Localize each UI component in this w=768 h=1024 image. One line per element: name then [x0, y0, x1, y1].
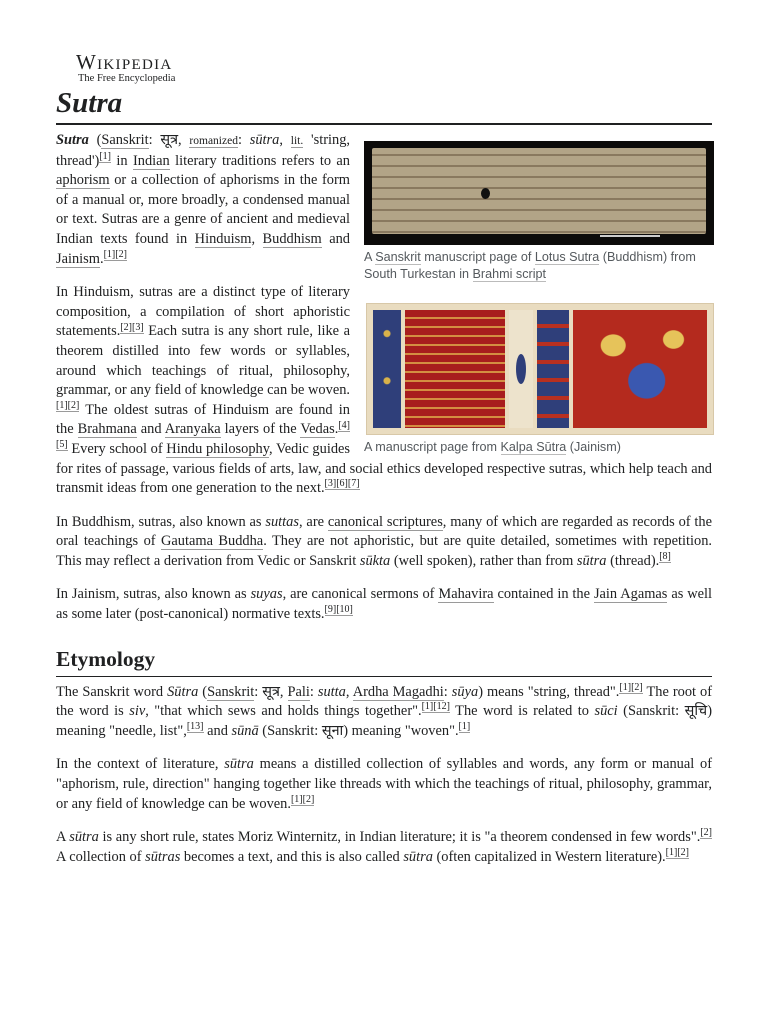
- text: In Buddhism, sutras, also known as: [56, 513, 266, 530]
- link-canonical-scriptures[interactable]: canonical scriptures: [327, 513, 443, 530]
- citation-link[interactable]: [1]: [421, 701, 434, 713]
- center-panel: [509, 310, 533, 428]
- link-gautama-buddha[interactable]: Gautama Buddha: [161, 533, 264, 550]
- citation-link[interactable]: [1]: [99, 150, 112, 162]
- text: contained in the: [493, 586, 594, 603]
- term-sutra: Sutra: [56, 132, 89, 148]
- citation-link[interactable]: [10]: [336, 604, 353, 616]
- term-sutras: sūtras: [145, 848, 181, 865]
- lotus-sutra-manuscript-image[interactable]: [364, 141, 714, 245]
- text: (Sanskrit: सूचि) meaning "needle, list",: [56, 703, 712, 739]
- link-hinduism[interactable]: Hinduism: [194, 230, 252, 247]
- logo-tagline: The Free Encyclopedia: [78, 73, 176, 84]
- text: , Vedic guides for rites of passage, various fields of arts, law, and social ethics developed respective sutras, which help teach and transmit ideas from one generation to the next.: [56, 440, 712, 497]
- citation-link[interactable]: [3]: [132, 321, 144, 333]
- citation-link[interactable]: [6]: [336, 478, 348, 490]
- text: Each sutra is any short rule, like a theorem distilled into few words or syllables, around which teachings of ritual, philosophy, grammar, or any field of knowledge can be woven.: [56, 323, 350, 399]
- citation-link[interactable]: [1]: [619, 681, 632, 693]
- term-sutra: Sūtra: [167, 683, 199, 700]
- painting-panel: [573, 310, 707, 428]
- citation-link[interactable]: [1]: [56, 399, 68, 411]
- text: The Sanskrit word: [56, 683, 168, 700]
- citation-link[interactable]: [2]: [302, 793, 315, 805]
- text: ,: [345, 683, 353, 700]
- citation-link[interactable]: [2]: [700, 827, 712, 839]
- text: , many of which are regarded as records of the oral teachings of: [56, 513, 712, 550]
- term-siv: siv: [129, 703, 146, 720]
- link-hindu-philosophy[interactable]: Hindu philosophy: [166, 440, 269, 457]
- term-sukta: sūkta: [359, 552, 391, 569]
- link-romanized[interactable]: romanized: [189, 135, 238, 147]
- text: or a collection of aphorisms in the form of a manual or, more broadly, a condensed manual or text. Sutras are a genre of ancient and medieval Indian texts found in: [56, 172, 350, 247]
- citation-link[interactable]: [12]: [433, 701, 450, 713]
- text: , are: [298, 513, 328, 530]
- figure-lotus-sutra: [362, 131, 712, 456]
- term-suna: sūnā: [231, 722, 259, 739]
- center-ornament: [516, 354, 526, 384]
- term-sutta: sutta: [317, 683, 346, 700]
- text: and: [203, 722, 232, 739]
- text: Every school of: [67, 440, 167, 457]
- intro-paragraph: Sutra (Sanskrit: सूत्र, romanized: sūtra, lit. 'string, thread')[1] in Indian literary traditions refers to an aphorism or a collection of aphorisms in the form of a manual or, more broadly, a condensed manual or text. Sutras are a genre of ancient and medieval Indian texts found in Hinduism, Buddhism and Jainism.[1][2]: [56, 132, 350, 267]
- link-kalpa-sutra[interactable]: Kalpa Sūtra: [500, 440, 567, 454]
- text: The word is related to: [449, 703, 595, 720]
- manuscript-binding-hole: [481, 188, 490, 199]
- caption-text: A manuscript page from: [364, 440, 501, 454]
- link-jain-agamas[interactable]: Jain Agamas: [593, 586, 668, 603]
- citation-link[interactable]: [2]: [67, 399, 80, 411]
- link-sanskrit[interactable]: Sanskrit: [375, 250, 421, 264]
- etymology-paragraph-1: [56, 683, 712, 742]
- border-panel-mid: [537, 310, 569, 428]
- link-buddhism[interactable]: Buddhism: [262, 230, 322, 247]
- romanized-text: sūtra: [249, 132, 280, 148]
- text: In the context of literature,: [56, 756, 225, 773]
- text: and: [136, 421, 165, 438]
- manuscript-leaf: [372, 148, 706, 234]
- text-panel: [405, 310, 505, 428]
- etymology-section: [56, 683, 712, 868]
- text: and: [321, 230, 350, 247]
- literal-text: 'string, thread'): [56, 132, 350, 169]
- term-sutra: sūtra: [403, 848, 433, 865]
- figure-caption-1: [364, 249, 712, 283]
- text: A collection of: [56, 848, 146, 865]
- border-panel-left: [373, 310, 401, 428]
- buddhism-paragraph: [56, 513, 712, 572]
- text: literary traditions refers to an: [169, 152, 350, 169]
- citation-link[interactable]: [1]: [103, 248, 116, 260]
- citation-link[interactable]: [2]: [115, 248, 127, 260]
- section-heading-etymology: Etymology: [56, 645, 712, 677]
- hinduism-paragraph: In Hinduism, sutras are a distinct type of literary composition, a compilation of short aphoristic statements.[2][3] Each sutra is any short rule, like a theorem distilled into few words or syllables, around which teachings of ritual, philosophy, grammar, or any field of knowledge can be woven.[1][2] The oldest sutras of Hinduism are found in the Brahmana and Aranyaka layers of the Vedas.[4][5] Every school of Hindu philosophy, Vedic guides for rites of passage, various fields of arts, law, and social ethics developed respective sutras, which help teach and transmit ideas from one generation to the next.[3][6][7]: [56, 284, 712, 497]
- text: ) means "string, thread".: [478, 683, 620, 700]
- link-lit[interactable]: lit.: [290, 135, 304, 147]
- text: (Sanskrit: सूना) meaning "woven".: [258, 722, 459, 739]
- term-sutra: sūtra: [69, 829, 99, 846]
- link-aranyaka[interactable]: Aranyaka: [164, 421, 221, 438]
- text: (: [198, 683, 208, 700]
- etymology-paragraph-3: [56, 828, 712, 867]
- text: , are canonical sermons of: [282, 586, 439, 603]
- link-lotus-sutra[interactable]: Lotus Sutra: [534, 250, 600, 264]
- link-ardha-magadhi[interactable]: Ardha Magadhi: [352, 683, 444, 700]
- citation-link[interactable]: [8]: [659, 551, 671, 563]
- text: (often capitalized in Western literature).: [432, 848, 666, 865]
- citation-link[interactable]: [13]: [186, 721, 204, 733]
- scale-bar: [600, 235, 660, 237]
- text: :: [309, 683, 318, 700]
- logo-wordmark: Wikipedia: [76, 50, 173, 74]
- link-mahavira[interactable]: Mahavira: [438, 586, 494, 603]
- text: as well as some later (post-canonical) normative texts.: [56, 586, 713, 623]
- term-sutra: sūtra: [576, 552, 607, 569]
- text: In Jainism, sutras, also known as: [56, 586, 251, 603]
- link-jainism[interactable]: Jainism: [56, 250, 100, 267]
- citation-link[interactable]: [9]: [324, 604, 337, 616]
- text: . They are not aphoristic, but are quite detailed, sometimes with repetition. This may reflect a derivation from Vedic or Sanskrit: [56, 533, 712, 569]
- term-suya: sūya: [451, 683, 479, 700]
- page-title: Sutra: [56, 87, 123, 119]
- devanagari-text: सूत्र: [160, 132, 179, 148]
- text: A: [56, 829, 70, 846]
- citation-link[interactable]: [7]: [347, 478, 360, 490]
- etymology-paragraph-2: [56, 755, 712, 814]
- text: (well spoken), rather than from: [390, 552, 577, 569]
- link-brahmi-script[interactable]: Brahmi script: [472, 267, 546, 281]
- citation-link[interactable]: [2]: [631, 681, 643, 693]
- term-suyas: suyas: [250, 586, 283, 603]
- text: :: [443, 683, 452, 700]
- text: The root of the word is: [56, 683, 713, 720]
- text: layers of the: [220, 421, 301, 438]
- link-brahmana[interactable]: Brahmana: [77, 421, 137, 438]
- text: In Hinduism, sutras are a distinct type of literary composition, a compilation of short aphoristic statements.: [56, 284, 350, 340]
- caption-text: (Jainism): [566, 440, 621, 454]
- citation-link[interactable]: [1]: [458, 721, 471, 733]
- citation-link[interactable]: [2]: [120, 321, 133, 333]
- text: is any short rule, states Moriz Winternitz, in Indian literature; it is "a theorem condensed in few words".: [98, 829, 701, 846]
- link-sanskrit[interactable]: Sanskrit: [207, 683, 255, 700]
- link-sanskrit[interactable]: Sanskrit: [101, 132, 149, 148]
- caption-text: manuscript page of: [420, 250, 535, 264]
- figure-caption-2: [364, 439, 712, 456]
- text: means a distilled collection of syllables and words, any form or manual of "aphorism, rule, direction" hanging together like threads with which the teachings of ritual, philosophy, grammar, or any field of knowledge can be woven.: [56, 756, 713, 812]
- wikipedia-logo[interactable]: [76, 51, 216, 85]
- jainism-paragraph: [56, 585, 712, 624]
- link-indian[interactable]: Indian: [132, 152, 170, 169]
- text: The oldest sutras of Hinduism are found in the: [56, 401, 350, 438]
- link-vedas[interactable]: Vedas: [300, 421, 335, 438]
- term-suci: sūci: [594, 703, 618, 720]
- term-suttas: suttas: [265, 513, 299, 530]
- caption-text: (Buddhism) from South Turkestan in: [364, 250, 696, 281]
- text: becomes a text, and this is also called: [180, 848, 404, 865]
- article-body: [56, 131, 712, 881]
- citation-link[interactable]: [1]: [290, 793, 303, 805]
- text: , "that which sews and holds things together".: [145, 703, 422, 720]
- text: : सूत्र,: [254, 683, 288, 700]
- link-aphorism[interactable]: aphorism: [56, 172, 110, 189]
- title-rule: [56, 123, 712, 125]
- text: in: [111, 152, 133, 169]
- kalpa-sutra-manuscript-image[interactable]: [366, 303, 714, 435]
- citation-link[interactable]: [5]: [56, 439, 68, 451]
- text: (thread).: [606, 552, 660, 569]
- caption-text: A: [364, 250, 376, 264]
- link-pali[interactable]: Pali: [287, 683, 310, 700]
- citation-link[interactable]: [1]: [665, 847, 678, 859]
- term-sutra: sūtra: [224, 756, 254, 773]
- citation-link[interactable]: [3]: [324, 478, 337, 490]
- citation-link[interactable]: [2]: [677, 847, 689, 859]
- citation-link[interactable]: [4]: [338, 419, 351, 431]
